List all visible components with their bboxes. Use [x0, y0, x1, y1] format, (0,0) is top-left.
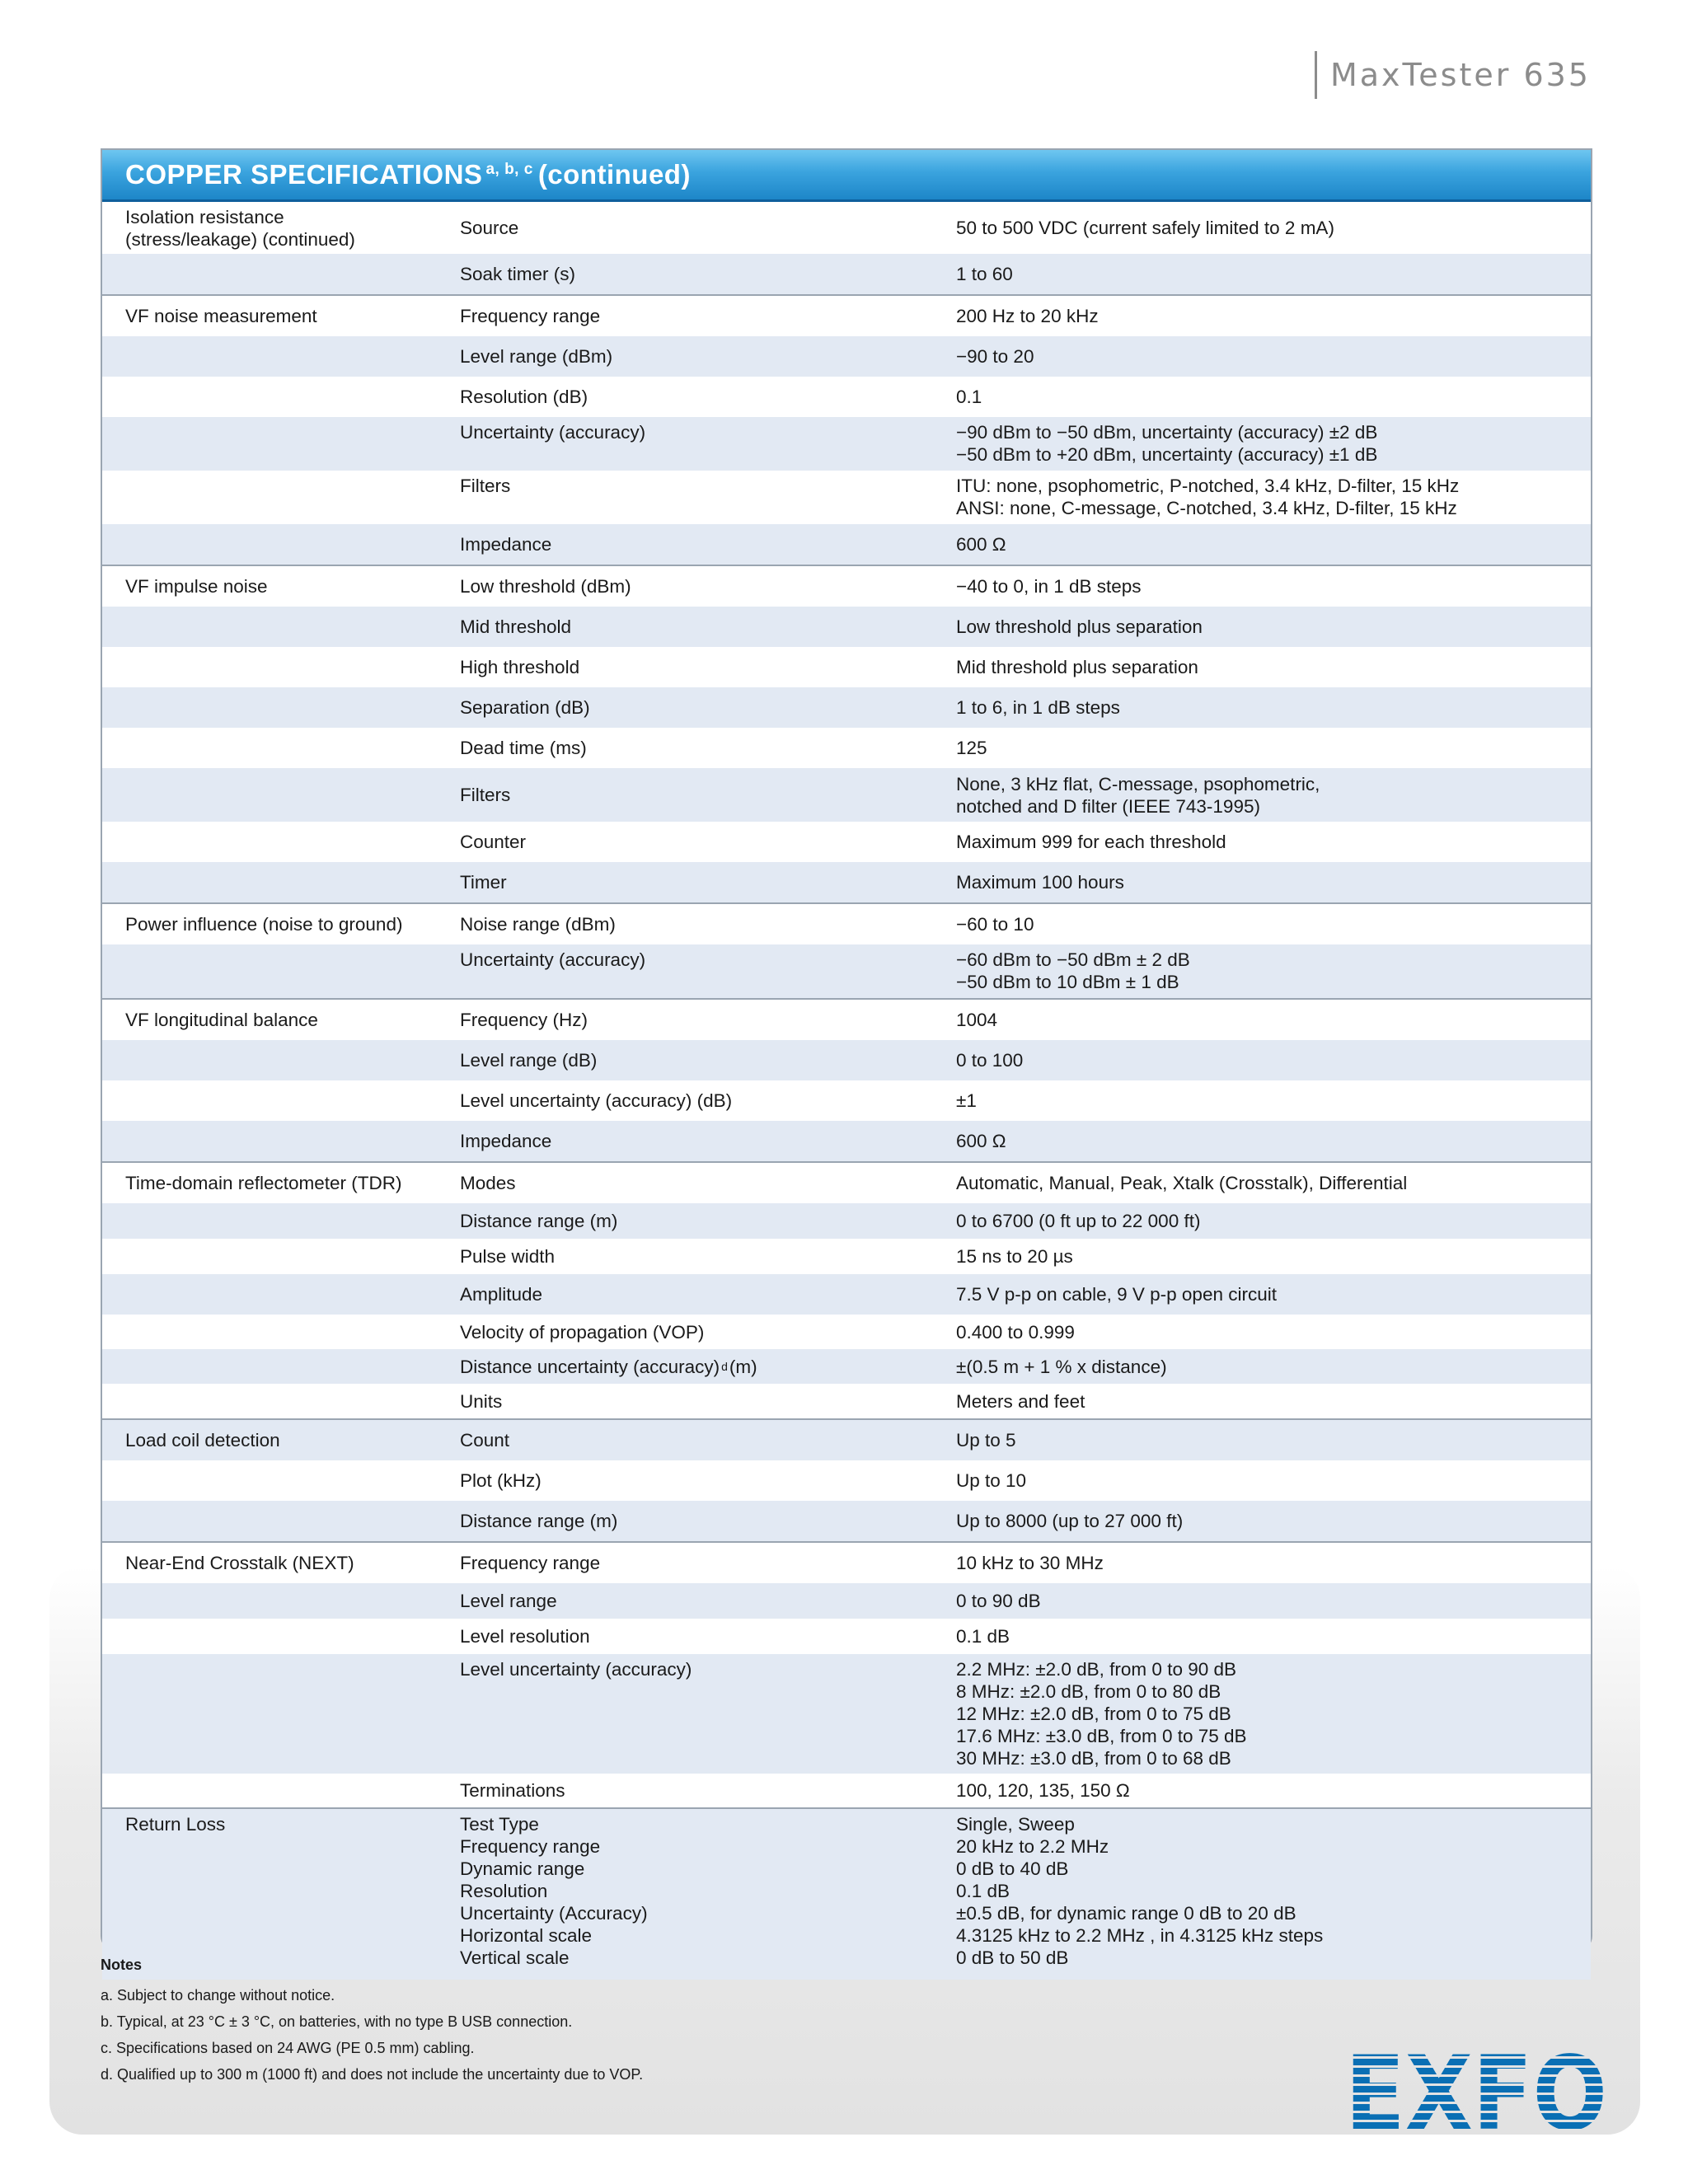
spec-category: VF impulse noise: [125, 576, 268, 597]
spec-category: [125, 1774, 455, 1807]
spec-parameter: Soak timer (s): [460, 264, 576, 284]
spec-parameter: Frequency (Hz): [460, 1010, 588, 1030]
table-row: [102, 336, 1591, 377]
spec-parameter: [460, 1349, 938, 1384]
spec-value: 2.2 MHz: ±2.0 dB, from 0 to 90 dB 8 MHz: ±2.0 dB, from 0 to 80 dB 12 MHz: ±2.0 dB, from 0 to 75 dB 17.6 MHz: ±3.0 dB, from 0 to 75 dB 30 MHz: ±3.0 dB, from 0 to 68 dB: [956, 1659, 1247, 1769]
spec-category: [125, 1239, 455, 1274]
spec-parameter: Frequency range: [460, 1553, 601, 1573]
spec-category: [125, 822, 455, 862]
spec-parameter: Uncertainty (accuracy): [460, 422, 646, 443]
spec-parameter: Noise range (dBm): [460, 914, 616, 935]
spec-category: [125, 862, 455, 902]
spec-value: −90 dBm to −50 dBm, uncertainty (accuracy) ±2 dB −50 dBm to +20 dBm, uncertainty (accuracy) ±1 dB: [956, 422, 1378, 465]
spec-category: Return Loss: [125, 1814, 226, 1835]
table-row: [102, 377, 1591, 417]
spec-category: [125, 471, 455, 524]
spec-category: [125, 336, 455, 377]
spec-value: −60 dBm to −50 dBm ± 2 dB −50 dBm to 10 dBm ± 1 dB: [956, 949, 1190, 992]
note-item: a. Subject to change without notice.: [101, 1987, 335, 2004]
table-row: [102, 1541, 1591, 1583]
notes-section: [101, 1957, 1090, 2088]
spec-category: [125, 1080, 455, 1121]
spec-parameter: Filters: [460, 476, 511, 496]
spec-parameter-unit: (m): [729, 1356, 757, 1377]
spec-value: 50 to 500 VDC (current safely limited to 2 mA): [956, 218, 1334, 238]
spec-parameter: Level uncertainty (accuracy): [460, 1659, 692, 1680]
spec-category: [125, 1040, 455, 1080]
spec-value: Automatic, Manual, Peak, Xtalk (Crosstalk), Differential: [956, 1173, 1408, 1193]
spec-value: 100, 120, 135, 150 Ω: [956, 1780, 1130, 1801]
spec-value: 125: [956, 738, 987, 758]
table-row: [102, 1501, 1591, 1541]
spec-parameter: Modes: [460, 1173, 516, 1193]
spec-category: VF noise measurement: [125, 306, 317, 326]
spec-parameter: Impedance: [460, 1131, 552, 1151]
spec-parameter: Plot (kHz): [460, 1470, 542, 1491]
spec-value: 0 to 90 dB: [956, 1591, 1041, 1611]
spec-value: −40 to 0, in 1 dB steps: [956, 576, 1142, 597]
spec-value: Maximum 100 hours: [956, 872, 1124, 893]
spec-value: 0.400 to 0.999: [956, 1321, 1075, 1343]
spec-value: 1 to 6, in 1 dB steps: [956, 697, 1120, 718]
spec-parameter: Counter: [460, 832, 527, 852]
spec-value: Meters and feet: [956, 1390, 1085, 1412]
table-row: [102, 254, 1591, 294]
spec-value: Up to 10: [956, 1470, 1027, 1491]
spec-value: 0.1: [956, 387, 982, 407]
spec-parameter: Separation (dB): [460, 697, 590, 718]
spec-value: 600 Ω: [956, 534, 1006, 555]
spec-value: Low threshold plus separation: [956, 616, 1203, 637]
exfo-logo: [1345, 2035, 1609, 2154]
spec-parameter: Amplitude: [460, 1284, 543, 1305]
table-row: [102, 1080, 1591, 1121]
spec-value: −60 to 10: [956, 914, 1034, 935]
spec-category: [125, 607, 455, 647]
table-title-suffix: (continued): [537, 159, 691, 190]
spec-value: 0.1 dB: [956, 1626, 1010, 1647]
spec-category: VF longitudinal balance: [125, 1010, 318, 1030]
spec-category: [125, 417, 455, 471]
logo-wordmark: EXFO: [1345, 2035, 1607, 2154]
table-row: [102, 998, 1591, 1040]
table-row: [102, 728, 1591, 768]
spec-parameter: Impedance: [460, 534, 552, 555]
table-row: [102, 1121, 1591, 1161]
spec-category: Load coil detection: [125, 1430, 280, 1451]
table-row: [102, 202, 1591, 254]
spec-parameter: Test Type Frequency range Dynamic range Resolution Uncertainty (Accuracy) Horizontal scale Vertical scale: [460, 1814, 648, 1968]
spec-value: 15 ns to 20 µs: [956, 1246, 1073, 1267]
table-row: [102, 822, 1591, 862]
table-row: [102, 1654, 1591, 1774]
table-row: [102, 1161, 1591, 1203]
spec-value: ITU: none, psophometric, P-notched, 3.4 kHz, D-filter, 15 kHz ANSI: none, C-message, C-notched, 3.4 kHz, D-filter, 15 kHz: [956, 476, 1460, 518]
spec-parameter: Filters: [460, 785, 511, 805]
spec-category: [125, 377, 455, 417]
table-row: [102, 687, 1591, 728]
spec-category: Near-End Crosstalk (NEXT): [125, 1553, 354, 1573]
spec-category: Time-domain reflectometer (TDR): [125, 1173, 402, 1193]
table-row: [102, 1203, 1591, 1239]
spec-category: [125, 1654, 455, 1774]
table-row: [102, 1315, 1591, 1349]
table-row: [102, 1460, 1591, 1501]
spec-parameter: Mid threshold: [460, 616, 572, 637]
spec-value: 1004: [956, 1010, 998, 1030]
spec-category: [125, 687, 455, 728]
spec-parameter: Level range (dBm): [460, 346, 613, 367]
table-row: [102, 1040, 1591, 1080]
spec-value: ±(0.5 m + 1 % x distance): [956, 1356, 1167, 1377]
table-row: [102, 1807, 1591, 1980]
note-item: b. Typical, at 23 °C ± 3 °C, on batteries, with no type B USB connection.: [101, 2013, 573, 2030]
table-row: [102, 1239, 1591, 1274]
spec-value: ±1: [956, 1090, 977, 1111]
table-row: [102, 1349, 1591, 1384]
spec-parameter: High threshold: [460, 657, 580, 677]
table-title: COPPER SPECIFICATIONS: [125, 159, 483, 190]
spec-value: −90 to 20: [956, 346, 1034, 367]
spec-parameter: Velocity of propagation (VOP): [460, 1321, 705, 1343]
spec-parameter: Resolution (dB): [460, 387, 588, 407]
product-name: MaxTester 635: [1329, 57, 1591, 93]
spec-parameter-text: Distance uncertainty (accuracy): [460, 1356, 720, 1377]
spec-value: 0 to 100: [956, 1050, 1024, 1071]
spec-value: 10 kHz to 30 MHz: [956, 1553, 1104, 1573]
table-title-bar: [102, 150, 1591, 202]
spec-parameter: Timer: [460, 872, 507, 893]
spec-value: 7.5 V p-p on cable, 9 V p-p open circuit: [956, 1284, 1277, 1305]
spec-parameter: Distance range (m): [460, 1511, 618, 1531]
spec-value: 600 Ω: [956, 1131, 1006, 1151]
exfo-logo-mark: [1345, 2035, 1609, 2154]
table-row: [102, 294, 1591, 336]
table-row: [102, 1774, 1591, 1807]
spec-category: [125, 1501, 455, 1541]
page-header: [1315, 51, 1591, 99]
spec-parameter: Pulse width: [460, 1246, 556, 1267]
spec-category: [125, 944, 455, 998]
spec-category: [125, 254, 455, 294]
spec-parameter: Units: [460, 1390, 503, 1412]
table-row: [102, 647, 1591, 687]
spec-parameter: Count: [460, 1430, 510, 1451]
spec-category: [125, 647, 455, 687]
spec-category: [125, 1203, 455, 1239]
table-row: [102, 944, 1591, 998]
table-row: [102, 768, 1591, 822]
table-row: [102, 902, 1591, 944]
table-row: [102, 565, 1591, 607]
notes-title: Notes: [101, 1957, 143, 1973]
spec-value: Maximum 999 for each threshold: [956, 832, 1226, 852]
table-row: [102, 1619, 1591, 1654]
note-item: c. Specifications based on 24 AWG (PE 0.5 mm) cabling.: [101, 2040, 475, 2056]
table-body: [102, 202, 1591, 1980]
table-row: [102, 417, 1591, 471]
spec-category: [125, 1274, 455, 1315]
spec-category: [125, 768, 455, 822]
spec-parameter: Level range: [460, 1591, 557, 1611]
table-row: [102, 1418, 1591, 1460]
table-row: [102, 862, 1591, 902]
spec-parameter: Dead time (ms): [460, 738, 587, 758]
spec-category: [125, 524, 455, 565]
spec-value: None, 3 kHz flat, C-message, psophometric, notched and D filter (IEEE 743-1995): [956, 773, 1320, 817]
spec-parameter: Level range (dB): [460, 1050, 598, 1071]
spec-parameter: Level resolution: [460, 1626, 590, 1647]
spec-category: [125, 1619, 455, 1654]
spec-category: [125, 1460, 455, 1501]
spec-category: Isolation resistance (stress/leakage) (continued): [125, 206, 355, 250]
spec-category: [125, 1583, 455, 1619]
spec-parameter: Terminations: [460, 1780, 565, 1801]
spec-parameter: Level uncertainty (accuracy) (dB): [460, 1090, 733, 1111]
spec-category: [125, 1349, 455, 1384]
spec-category: [125, 1121, 455, 1161]
spec-parameter: Distance range (m): [460, 1211, 618, 1231]
table-row: [102, 607, 1591, 647]
spec-value: Up to 5: [956, 1430, 1016, 1451]
spec-category: [125, 1384, 455, 1418]
table-row: [102, 1384, 1591, 1418]
table-row: [102, 471, 1591, 524]
spec-value: 1 to 60: [956, 264, 1013, 284]
footnote-marker: d: [721, 1359, 728, 1373]
table-row: [102, 1274, 1591, 1315]
spec-parameter: Low threshold (dBm): [460, 576, 631, 597]
spec-value: Single, Sweep 20 kHz to 2.2 MHz 0 dB to 40 dB 0.1 dB ±0.5 dB, for dynamic range 0 dB to 20 dB 4.3125 kHz to 2.2 MHz , in 4.3125 kHz steps 0 dB to 50 dB: [956, 1814, 1324, 1968]
spec-value: Mid threshold plus separation: [956, 657, 1198, 677]
spec-category: [125, 1315, 455, 1349]
spec-category: Power influence (noise to ground): [125, 914, 403, 935]
spec-parameter: Uncertainty (accuracy): [460, 949, 646, 970]
spec-value: 200 Hz to 20 kHz: [956, 306, 1099, 326]
note-item: d. Qualified up to 300 m (1000 ft) and does not include the uncertainty due to VOP.: [101, 2066, 644, 2083]
spec-value: 0 to 6700 (0 ft up to 22 000 ft): [956, 1211, 1201, 1231]
spec-category: [125, 728, 455, 768]
table-row: [102, 524, 1591, 565]
spec-parameter: Source: [460, 218, 519, 238]
table-row: [102, 1583, 1591, 1619]
spec-parameter: Frequency range: [460, 306, 601, 326]
table-title-footnotes: a, b, c: [485, 161, 533, 178]
spec-value: Up to 8000 (up to 27 000 ft): [956, 1511, 1184, 1531]
